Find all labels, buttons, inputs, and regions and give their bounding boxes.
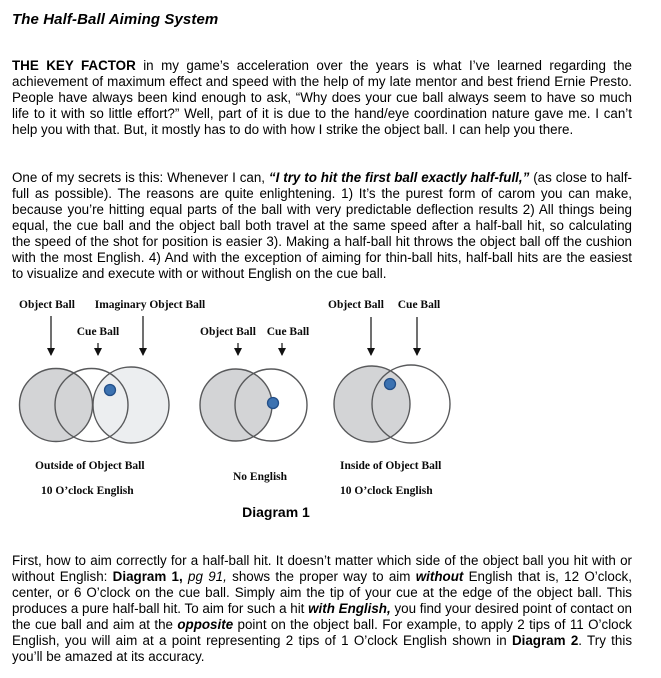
english-label: 10 O’clock English	[340, 485, 433, 497]
intro-paragraph	[12, 58, 632, 138]
text-segment: opposite	[177, 617, 234, 633]
secrets-paragraph	[12, 170, 632, 282]
text-segment: Diagram 1,	[112, 569, 183, 585]
diagram-group-outside-english	[19, 299, 205, 497]
text-segment: point on the object ball. For example, to apply 2 tips of 11 O’clock English, you will aim at a point representing 2 tips of 1 O’clock English shown in	[12, 617, 633, 649]
diagram-group-no-english	[200, 326, 309, 483]
text-segment: in my game’s acceleration over the years is what I’ve learned regarding the achievement of maximum effect and speed with the help of my late mentor and best friend Ernie Presto. People have always been kind enough to ask, “Why does your cue ball always seem to have so much life to it with so little effort?” Well, part of it is due to the hand/eye coordination nature gave me. I can’t help you with that. But, it mostly has to do with how I strike the object ball. I can help you there.	[12, 58, 632, 138]
text-segment: shows the proper way to aim	[226, 569, 416, 585]
imaginary-object-ball-label: Imaginary Object Ball	[94, 299, 206, 311]
object-ball-label: Object Ball	[19, 299, 75, 311]
text-segment: “I try to hit the first ball exactly half-full,”	[268, 170, 530, 186]
diagram-caption: Diagram 1	[242, 504, 310, 520]
english-aim-dot	[385, 379, 396, 390]
result-label: Inside of Object Ball	[340, 460, 442, 472]
object-ball-label: Object Ball	[200, 326, 256, 338]
cue-ball-label: Cue Ball	[266, 326, 310, 338]
object-ball-circle	[20, 369, 93, 442]
text-segment: One of my secrets is this: Whenever I can,	[12, 170, 269, 186]
text-segment: First, how to aim correctly for a half-ball hit. It doesn’t matter which side of the object ball you hit with or without English:	[12, 553, 632, 585]
imaginary-object-ball-circle	[93, 367, 169, 443]
text-segment: without	[415, 569, 464, 585]
text-segment: you find your desired point of contact on the cue ball and aim at the	[12, 601, 632, 633]
english-label: 10 O’clock English	[41, 485, 134, 497]
object-ball-label: Object Ball	[328, 299, 384, 311]
text-segment: . Try this you’ll be amazed at its accuracy.	[12, 633, 633, 665]
aiming-instructions-paragraph	[12, 553, 632, 665]
text-segment: pg 91,	[188, 569, 227, 585]
english-aim-dot	[105, 385, 116, 396]
page-title: The Half-Ball Aiming System	[12, 11, 219, 28]
cue-ball-label: Cue Ball	[76, 326, 120, 338]
text-segment: (as close to half-full as possible). The reasons are quite enlightening. 1) It’s the purest form of carom you can make, because you’re hitting equal parts of the ball with very predictable deflection results 2) All things being equal, the cue ball and the object ball both travel at the same speed after a half-ball hit, so calculating the speed of the shot for position is easier 3). Making a half-ball hit throws the object ball off the cushion with the most English. 4) And with the exception of aiming for thin-ball hits, half-ball hits are the easiest to visualize and execute with or without English on the cue ball.	[12, 170, 633, 282]
english-aim-dot	[268, 398, 279, 409]
object-ball-circle	[200, 369, 272, 441]
text-segment: English that is, 12 O’clock, center, or 6 O’clock on the cue ball. Simply aim the tip of your cue at the edge of the object ball. This produces a pure half-ball hit. To aim for such a hit	[12, 569, 632, 617]
english-label: No English	[233, 471, 288, 483]
text-segment: with English,	[308, 601, 391, 617]
diagram-group-inside-english	[328, 299, 450, 497]
text-segment: Diagram 2	[511, 633, 579, 649]
text-segment: THE KEY FACTOR	[12, 58, 136, 74]
result-label: Outside of Object Ball	[35, 460, 145, 472]
diagram-1	[0, 292, 661, 504]
cue-ball-label: Cue Ball	[397, 299, 441, 311]
